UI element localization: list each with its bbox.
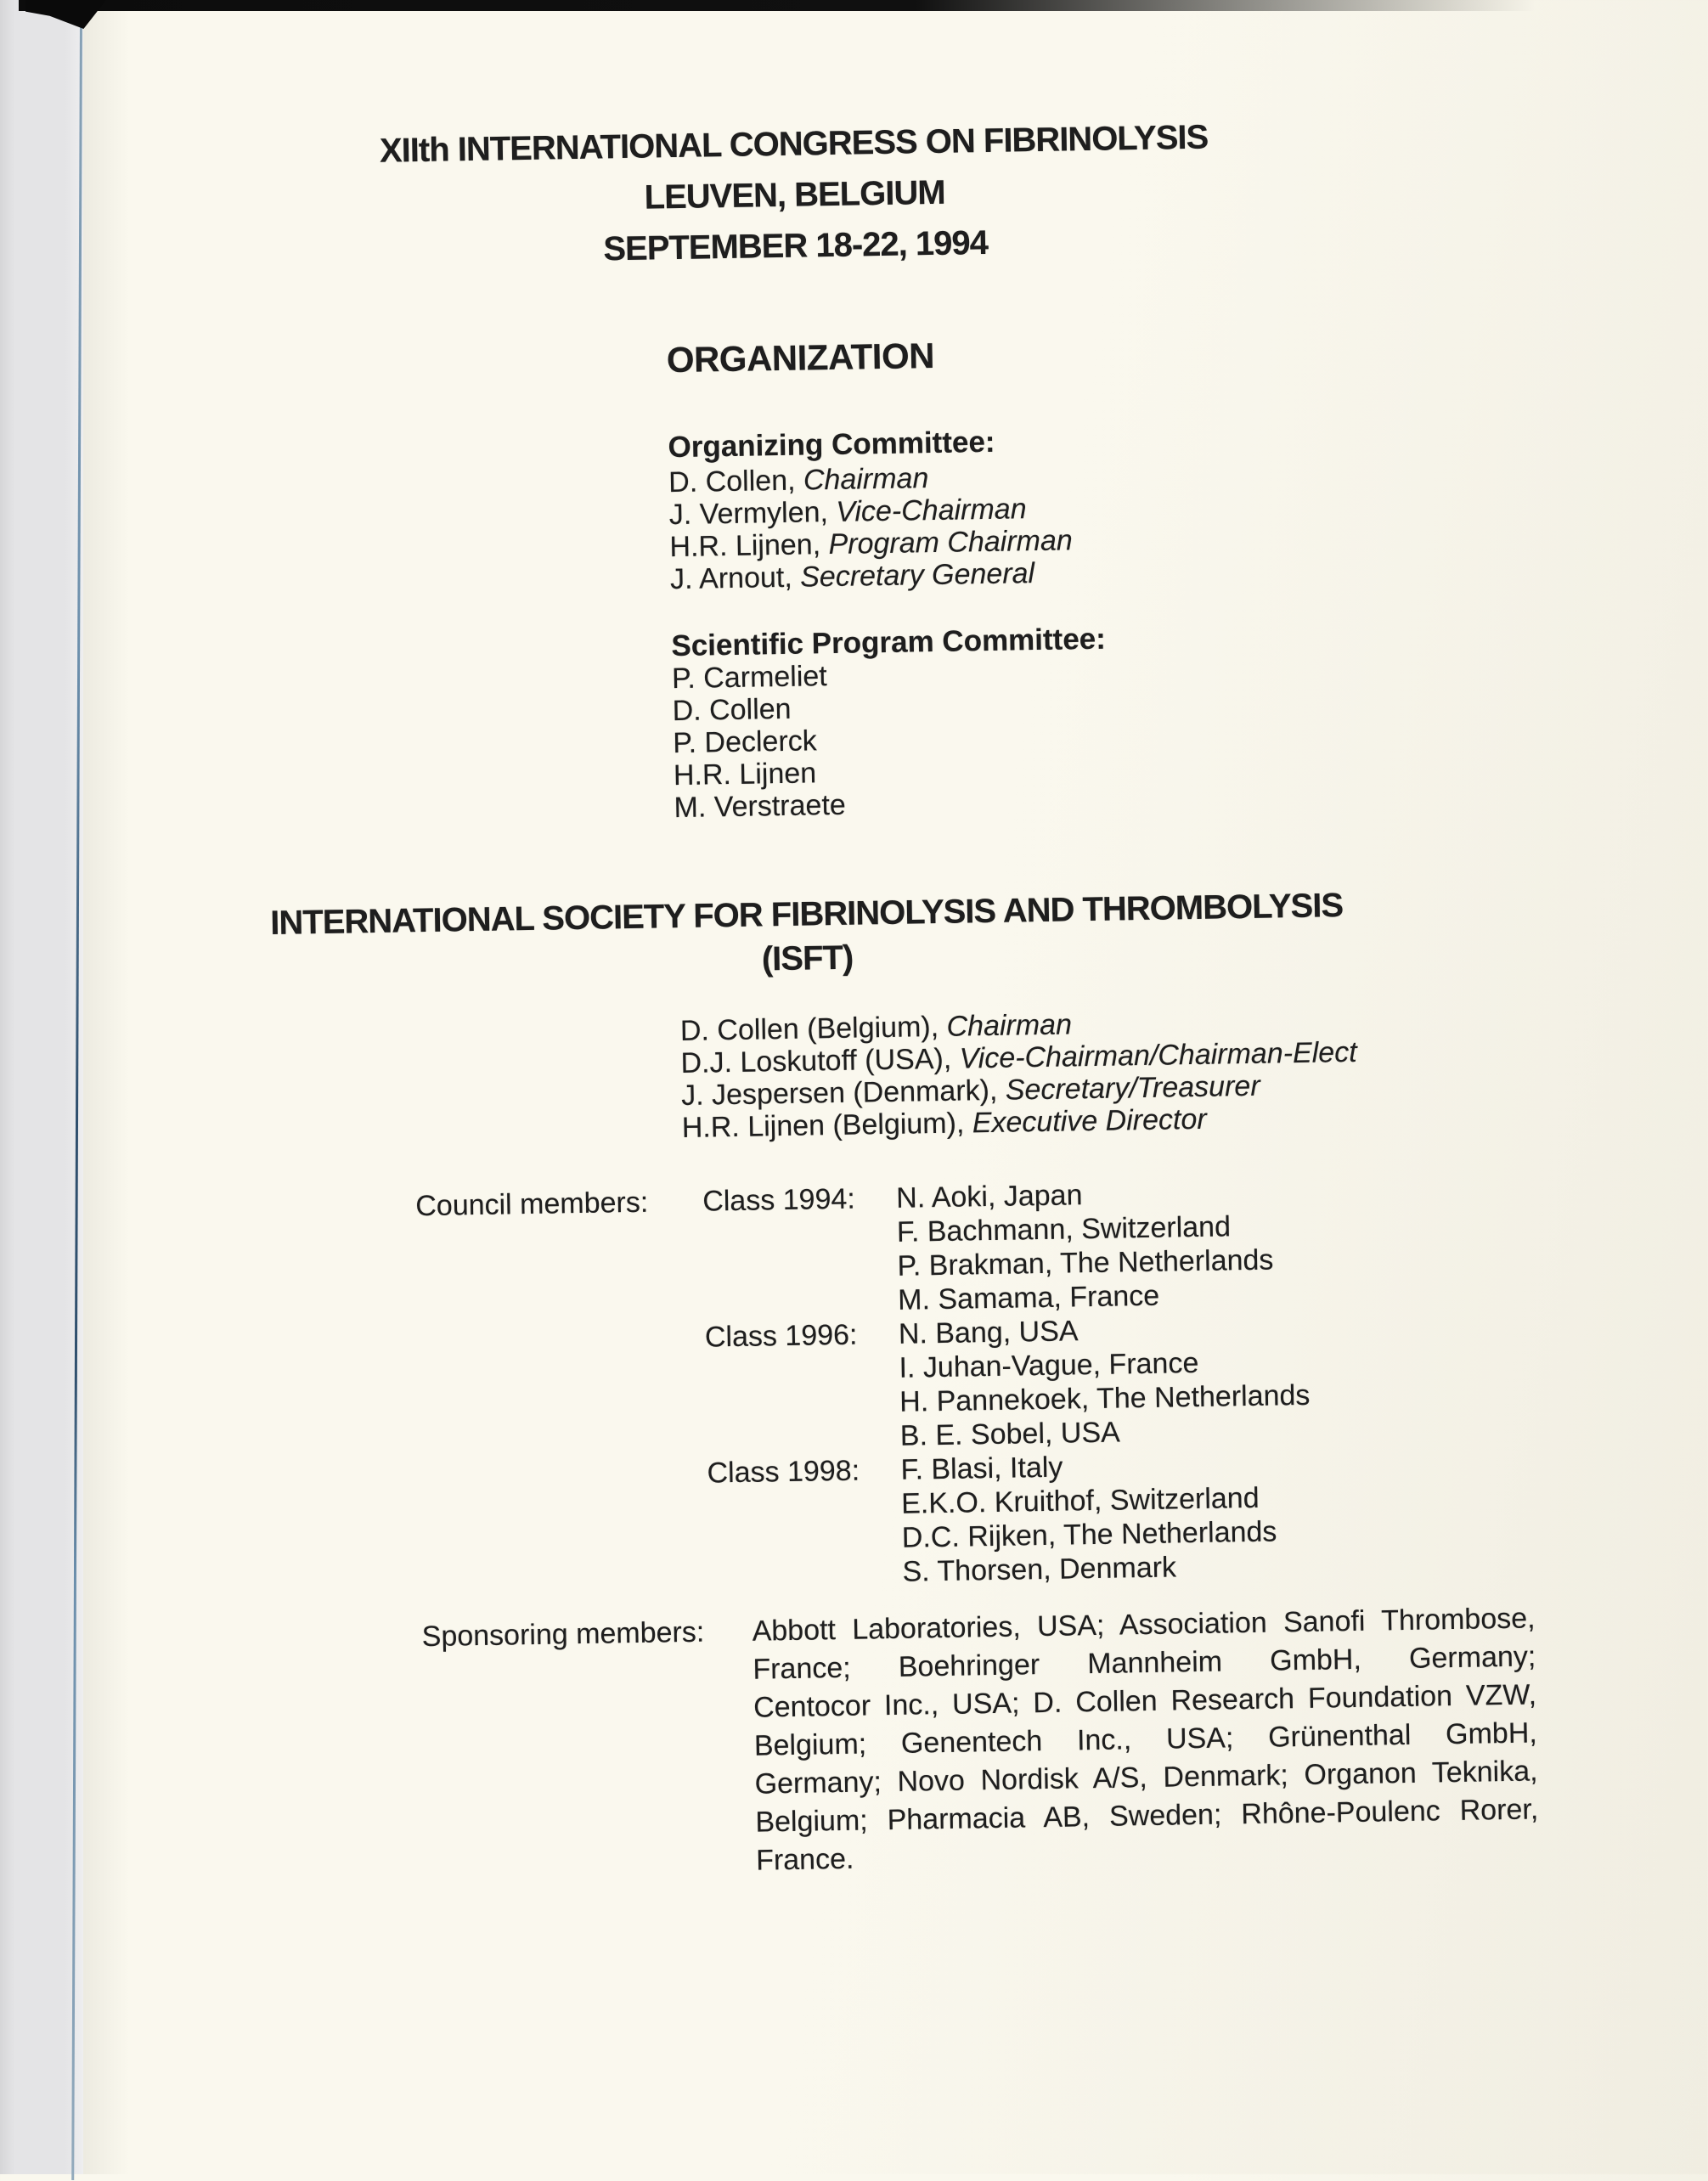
member-role: Chairman bbox=[803, 462, 929, 497]
council-classes bbox=[702, 1175, 1313, 1592]
council-member: S. Thorsen, Denmark bbox=[902, 1551, 1177, 1588]
officer-name: H.R. Lijnen (Belgium), bbox=[681, 1107, 965, 1145]
officer-role: Chairman bbox=[946, 1008, 1073, 1043]
congress-title-line-3: SEPTEMBER 18-22, 1994 bbox=[603, 223, 989, 268]
member-role: Program Chairman bbox=[828, 524, 1074, 561]
scientific-program-committee-list bbox=[672, 660, 846, 824]
class-label: Class 1996: bbox=[704, 1318, 858, 1354]
member-role: Vice-Chairman bbox=[836, 493, 1027, 528]
organizing-committee-list bbox=[668, 459, 1074, 595]
council-members-label: Council members: bbox=[414, 1186, 649, 1223]
organization-heading: ORGANIZATION bbox=[666, 335, 935, 380]
isft-heading-line-1: INTERNATIONAL SOCIETY FOR FIBRINOLYSIS AND THROMBOLYSIS bbox=[269, 887, 1344, 943]
sponsor-line: Germany; Novo Nordisk A/S, Denmark; Organon Teknika, bbox=[754, 1755, 1538, 1801]
council-class-1994 bbox=[702, 1175, 1309, 1321]
class-members bbox=[899, 1310, 1311, 1453]
organizing-committee-heading: Organizing Committee: bbox=[668, 425, 995, 465]
council-member: P. Brakman, The Netherlands bbox=[897, 1243, 1274, 1282]
isft-heading-line-2: (ISFT) bbox=[761, 938, 854, 978]
sponsor-line: Centocor Inc., USA; D. Collen Research Foundation VZW, bbox=[753, 1678, 1537, 1724]
officer-name: J. Jespersen (Denmark), bbox=[680, 1074, 998, 1113]
council-class-1998 bbox=[707, 1446, 1313, 1592]
council-member: I. Juhan-Vague, France bbox=[899, 1346, 1199, 1384]
council-member: B. E. Sobel, USA bbox=[899, 1416, 1121, 1452]
congress-title bbox=[0, 105, 1603, 285]
committee-member bbox=[670, 556, 1074, 595]
council-member: F. Blasi, Italy bbox=[900, 1451, 1063, 1486]
committee-member: P. Declerck bbox=[672, 724, 818, 760]
member-name: J. Arnout, bbox=[669, 561, 793, 596]
committee-member: P. Carmeliet bbox=[671, 660, 828, 696]
sponsoring-members-paragraph bbox=[752, 1599, 1539, 1879]
sponsoring-members-label: Sponsoring members: bbox=[421, 1615, 705, 1654]
council-member: D.C. Rijken, The Netherlands bbox=[901, 1515, 1277, 1554]
class-members bbox=[896, 1175, 1274, 1316]
officer-name: D.J. Loskutoff (USA), bbox=[680, 1042, 952, 1080]
class-label: Class 1998: bbox=[707, 1454, 860, 1490]
council-member: F. Bachmann, Switzerland bbox=[896, 1210, 1232, 1248]
member-name: J. Vermylen, bbox=[668, 496, 829, 532]
member-role: Secretary General bbox=[799, 557, 1035, 594]
congress-title-line-2: LEUVEN, BELGIUM bbox=[644, 173, 945, 217]
council-member: M. Samama, France bbox=[897, 1279, 1160, 1316]
class-members bbox=[900, 1446, 1277, 1588]
sponsor-line: Abbott Laboratories, USA; Association Sanofi Thrombose, bbox=[752, 1602, 1536, 1648]
sponsoring-members-section bbox=[421, 1599, 1539, 1885]
council-member: N. Bang, USA bbox=[898, 1315, 1079, 1350]
council-members-section bbox=[415, 1175, 1313, 1597]
class-label: Class 1994: bbox=[702, 1182, 856, 1218]
council-member: H. Pannekoek, The Netherlands bbox=[899, 1378, 1311, 1418]
isft-officers-list bbox=[680, 1004, 1359, 1144]
officer-role: Executive Director bbox=[972, 1102, 1207, 1140]
council-class-1996 bbox=[705, 1310, 1311, 1457]
sponsor-line: Belgium; Pharmacia AB, Sweden; Rhône-Poulenc Rorer, bbox=[755, 1793, 1539, 1839]
sponsor-line: France. bbox=[755, 1842, 854, 1877]
congress-title-line-1: XIIth INTERNATIONAL CONGRESS ON FIBRINOLYSIS bbox=[379, 118, 1209, 170]
officer-name: D. Collen (Belgium), bbox=[679, 1010, 939, 1048]
committee-member: H.R. Lijnen bbox=[673, 757, 817, 792]
committee-member: M. Verstraete bbox=[674, 788, 847, 825]
isft-heading bbox=[0, 879, 1615, 994]
council-member: E.K.O. Kruithof, Switzerland bbox=[900, 1481, 1260, 1520]
sponsor-line: Belgium; Genentech Inc., USA; Grünenthal GmbH, bbox=[753, 1716, 1538, 1762]
sponsor-line: France; Boehringer Mannheim GmbH, Germany; bbox=[753, 1640, 1536, 1686]
scientific-program-committee-heading: Scientific Program Committee: bbox=[671, 622, 1107, 663]
officer-role: Secretary/Treasurer bbox=[1005, 1069, 1260, 1107]
council-member: N. Aoki, Japan bbox=[895, 1179, 1083, 1214]
member-name: H.R. Lijnen, bbox=[669, 528, 821, 564]
member-name: D. Collen, bbox=[668, 464, 796, 499]
officer-role: Vice-Chairman/Chairman-Elect bbox=[959, 1035, 1357, 1075]
committee-member: D. Collen bbox=[672, 692, 792, 728]
